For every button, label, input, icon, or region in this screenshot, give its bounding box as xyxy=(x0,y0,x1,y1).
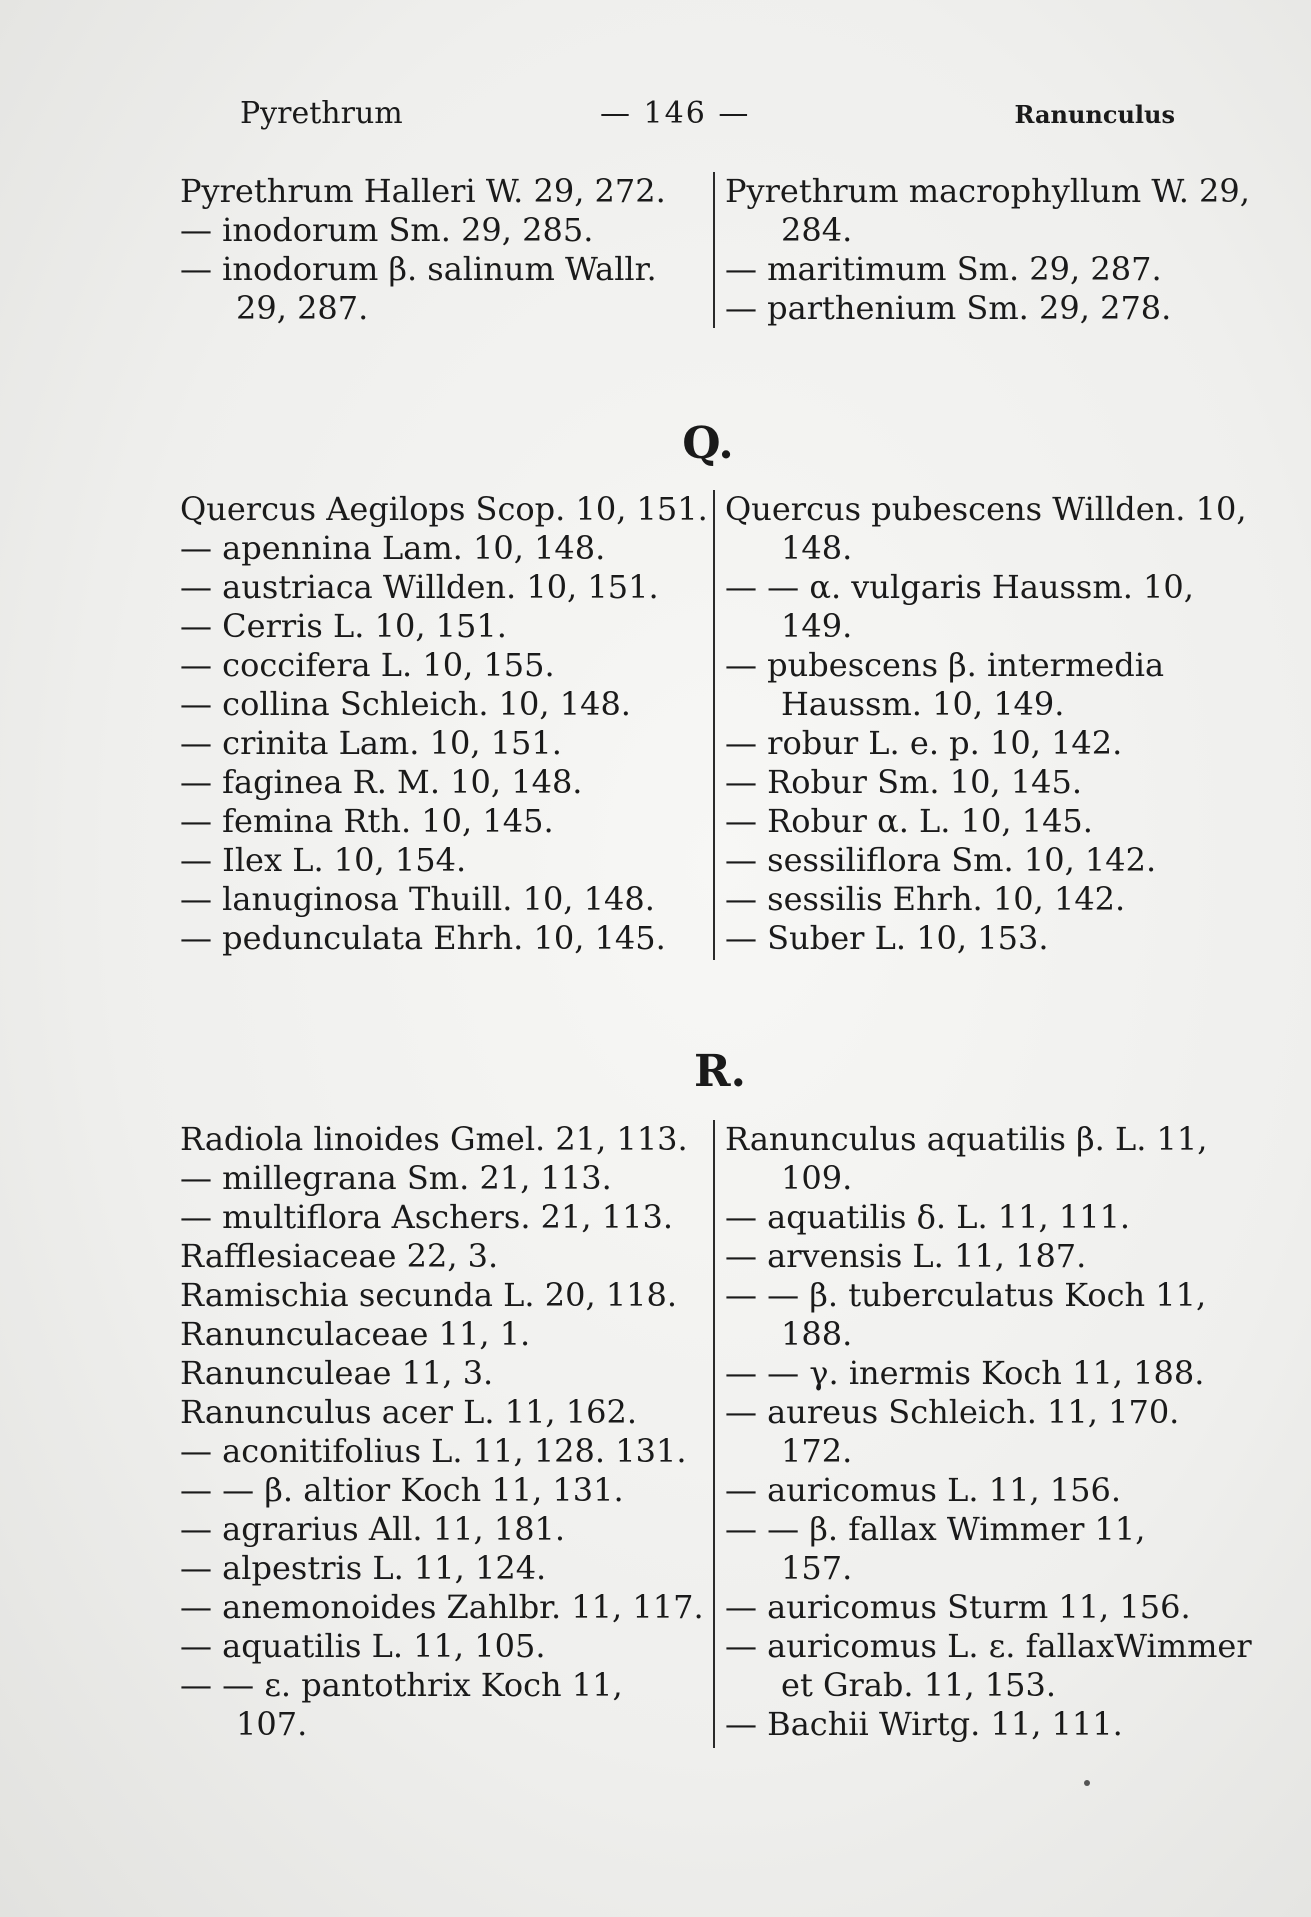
index-entry: — agrarius All. 11, 181. xyxy=(180,1510,566,1548)
running-head-left: Pyrethrum xyxy=(240,96,403,131)
index-entry: Ranunculus aquatilis β. L. 11, xyxy=(725,1120,1208,1158)
index-entry-continuation: 172. xyxy=(781,1432,853,1470)
index-entry: — apennina Lam. 10, 148. xyxy=(180,529,606,567)
index-entry: — — γ. inermis Koch 11, 188. xyxy=(725,1354,1205,1392)
index-entry: Radiola linoides Gmel. 21, 113. xyxy=(180,1120,688,1158)
index-entry: — multiflora Aschers. 21, 113. xyxy=(180,1198,673,1236)
running-head xyxy=(240,96,1175,136)
section-q xyxy=(180,490,1260,960)
index-entry: — parthenium Sm. 29, 278. xyxy=(725,289,1172,327)
index-entry: — — β. tuberculatus Koch 11, xyxy=(725,1276,1207,1314)
index-entry: — Bachii Wirtg. 11, 111. xyxy=(725,1705,1123,1743)
running-head-right: Ranunculus xyxy=(1014,100,1175,129)
index-entry: — aureus Schleich. 11, 170. xyxy=(725,1393,1180,1431)
letter-heading-q: Q. xyxy=(682,418,734,469)
index-entry: — femina Rth. 10, 145. xyxy=(180,802,554,840)
index-entry: Rafflesiaceae 22, 3. xyxy=(180,1237,499,1275)
index-entry: Ramischia secunda L. 20, 118. xyxy=(180,1276,678,1314)
index-entry: Ranunculaceae 11, 1. xyxy=(180,1315,531,1353)
index-entry: — Suber L. 10, 153. xyxy=(725,919,1049,957)
index-entry-continuation: 29, 287. xyxy=(236,289,369,327)
index-entry: Ranunculeae 11, 3. xyxy=(180,1354,494,1392)
index-entry: — alpestris L. 11, 124. xyxy=(180,1549,547,1587)
index-entry: — Cerris L. 10, 151. xyxy=(180,607,507,645)
print-speck xyxy=(1084,1780,1090,1786)
index-entry: — faginea R. M. 10, 148. xyxy=(180,763,583,801)
index-entry: — maritimum Sm. 29, 287. xyxy=(725,250,1162,288)
column-divider xyxy=(713,1120,715,1748)
index-entry: — arvensis L. 11, 187. xyxy=(725,1237,1087,1275)
index-entry: — inodorum Sm. 29, 285. xyxy=(180,211,594,249)
index-entry: Quercus Aegilops Scop. 10, 151. xyxy=(180,490,708,528)
index-entry-continuation: 149. xyxy=(781,607,853,645)
index-entry: — aquatilis δ. L. 11, 111. xyxy=(725,1198,1131,1236)
letter-heading-r: R. xyxy=(694,1046,746,1097)
section-r xyxy=(180,1120,1260,1756)
section-r-right-column xyxy=(725,1120,1255,1744)
index-entry: — millegrana Sm. 21, 113. xyxy=(180,1159,612,1197)
index-entry: Pyrethrum Halleri W. 29, 272. xyxy=(180,172,666,210)
index-entry: — anemonoides Zahlbr. 11, 117. xyxy=(180,1588,704,1626)
index-entry: Quercus pubescens Willden. 10, xyxy=(725,490,1247,528)
index-entry: — auricomus Sturm 11, 156. xyxy=(725,1588,1191,1626)
index-entry: Ranunculus acer L. 11, 162. xyxy=(180,1393,638,1431)
section-r-left-column xyxy=(180,1120,710,1744)
index-entry: Pyrethrum macrophyllum W. 29, xyxy=(725,172,1250,210)
index-entry: — — β. fallax Wimmer 11, xyxy=(725,1510,1146,1548)
index-entry: — crinita Lam. 10, 151. xyxy=(180,724,562,762)
index-entry: — lanuginosa Thuill. 10, 148. xyxy=(180,880,655,918)
index-entry-continuation: 148. xyxy=(781,529,853,567)
index-entry-continuation: Haussm. 10, 149. xyxy=(781,685,1065,723)
index-entry: — — β. altior Koch 11, 131. xyxy=(180,1471,624,1509)
index-entry: — sessilis Ehrh. 10, 142. xyxy=(725,880,1126,918)
index-entry-continuation: et Grab. 11, 153. xyxy=(781,1666,1057,1704)
section-q-right-column xyxy=(725,490,1255,958)
index-entry: — — ε. pantothrix Koch 11, xyxy=(180,1666,623,1704)
page-number: — 146 — xyxy=(600,96,751,131)
index-entry: — pedunculata Ehrh. 10, 145. xyxy=(180,919,666,957)
index-entry: — pubescens β. intermedia xyxy=(725,646,1165,684)
section-q-left-column xyxy=(180,490,710,958)
column-divider xyxy=(713,490,715,960)
section-p xyxy=(180,172,1260,332)
index-entry: — coccifera L. 10, 155. xyxy=(180,646,555,684)
index-entry-continuation: 284. xyxy=(781,211,853,249)
index-entry: — — α. vulgaris Haussm. 10, xyxy=(725,568,1194,606)
index-entry-continuation: 188. xyxy=(781,1315,853,1353)
index-entry: — aquatilis L. 11, 105. xyxy=(180,1627,546,1665)
index-entry: — austriaca Willden. 10, 151. xyxy=(180,568,659,606)
index-entry: — auricomus L. 11, 156. xyxy=(725,1471,1122,1509)
index-entry: — Robur Sm. 10, 145. xyxy=(725,763,1083,801)
index-entry: — aconitifolius L. 11, 128. 131. xyxy=(180,1432,687,1470)
index-entry: — auricomus L. ε. fallaxWimmer xyxy=(725,1627,1252,1665)
index-entry: — Robur α. L. 10, 145. xyxy=(725,802,1093,840)
index-entry-continuation: 157. xyxy=(781,1549,853,1587)
section-p-left-column xyxy=(180,172,710,328)
index-entry-continuation: 109. xyxy=(781,1159,853,1197)
column-divider xyxy=(713,172,715,328)
index-entry: — robur L. e. p. 10, 142. xyxy=(725,724,1123,762)
index-entry: — Ilex L. 10, 154. xyxy=(180,841,467,879)
index-entry-continuation: 107. xyxy=(236,1705,308,1743)
index-entry: — sessiliflora Sm. 10, 142. xyxy=(725,841,1157,879)
index-entry: — collina Schleich. 10, 148. xyxy=(180,685,631,723)
index-entry: — inodorum β. salinum Wallr. xyxy=(180,250,657,288)
section-p-right-column xyxy=(725,172,1255,328)
